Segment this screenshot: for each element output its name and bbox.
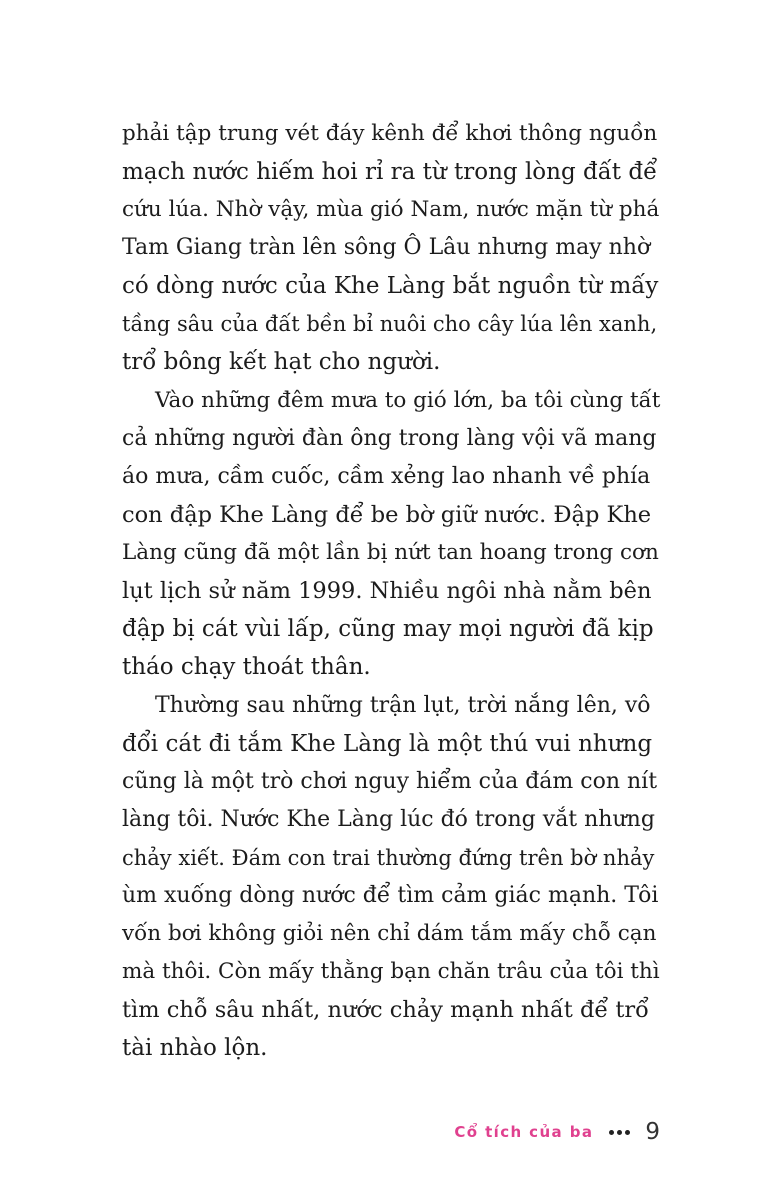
text-line: tài nhào lộn. [122,1035,268,1061]
text-line: phải tập trung vét đáy kênh để khơi thông nguồn [122,121,658,146]
dot [625,1130,630,1135]
page-number: 9 [645,1119,660,1145]
text-line: mạch nước hiếm hoi rỉ ra từ trong lòng đất để [122,159,658,185]
text-line: Thường sau những trận lụt, trời nắng lên, vô [155,693,651,718]
text-line: vốn bơi không giỏi nên chỉ dám tắm mấy chỗ cạn [122,921,657,946]
text-line: Tam Giang tràn lên sông Ô Lâu nhưng may nhờ [122,235,651,260]
page-body [122,115,660,1067]
text-line: tầng sâu của đất bền bỉ nuôi cho cây lúa lên xanh, [122,312,658,336]
text-line: Vào những đêm mưa to gió lớn, ba tôi cùng tất [155,388,661,413]
text-line: tháo chạy thoát thân. [122,654,371,680]
book-title: Cổ tích của ba [454,1123,594,1141]
text-line: chảy xiết. Đám con trai thường đứng trên bờ nhảy [122,846,655,870]
page-footer [420,1116,660,1148]
text-line: tìm chỗ sâu nhất, nước chảy mạnh nhất để trổ [122,997,649,1023]
paragraph-1 [122,115,660,381]
dot [609,1130,614,1135]
text-line: cũng là một trò chơi nguy hiểm của đám con nít [122,769,658,794]
dot [617,1130,622,1135]
text-line: đổi cát đi tắm Khe Làng là một thú vui nhưng [122,731,653,757]
text-line: mà thôi. Còn mấy thằng bạn chăn trâu của tôi thì [122,959,660,984]
text-line: con đập Khe Làng để be bờ giữ nước. Đập Khe [122,502,652,528]
text-line: cả những người đàn ông trong làng vội vã mang [122,426,657,451]
text-line: áo mưa, cầm cuốc, cầm xẻng lao nhanh về phía [122,464,651,489]
text-line: có dòng nước của Khe Làng bắt nguồn từ mấy [122,273,659,299]
text-line: làng tôi. Nước Khe Làng lúc đó trong vắt nhưng [122,807,655,832]
text-line: ùm xuống dòng nước để tìm cảm giác mạnh. Tôi [122,883,659,908]
paragraph-2 [122,382,660,686]
ellipsis-icon [607,1130,631,1135]
text-line: đập bị cát vùi lấp, cũng may mọi người đã kịp [122,616,654,642]
text-line: lụt lịch sử năm 1999. Nhiều ngôi nhà nằm bên [122,578,652,604]
text-line: Làng cũng đã một lần bị nứt tan hoang trong cơn [122,540,659,565]
text-line: trổ bông kết hạt cho người. [122,349,441,375]
text-line: cứu lúa. Nhờ vậy, mùa gió Nam, nước mặn từ phá [122,197,660,222]
paragraph-3 [122,687,660,1067]
